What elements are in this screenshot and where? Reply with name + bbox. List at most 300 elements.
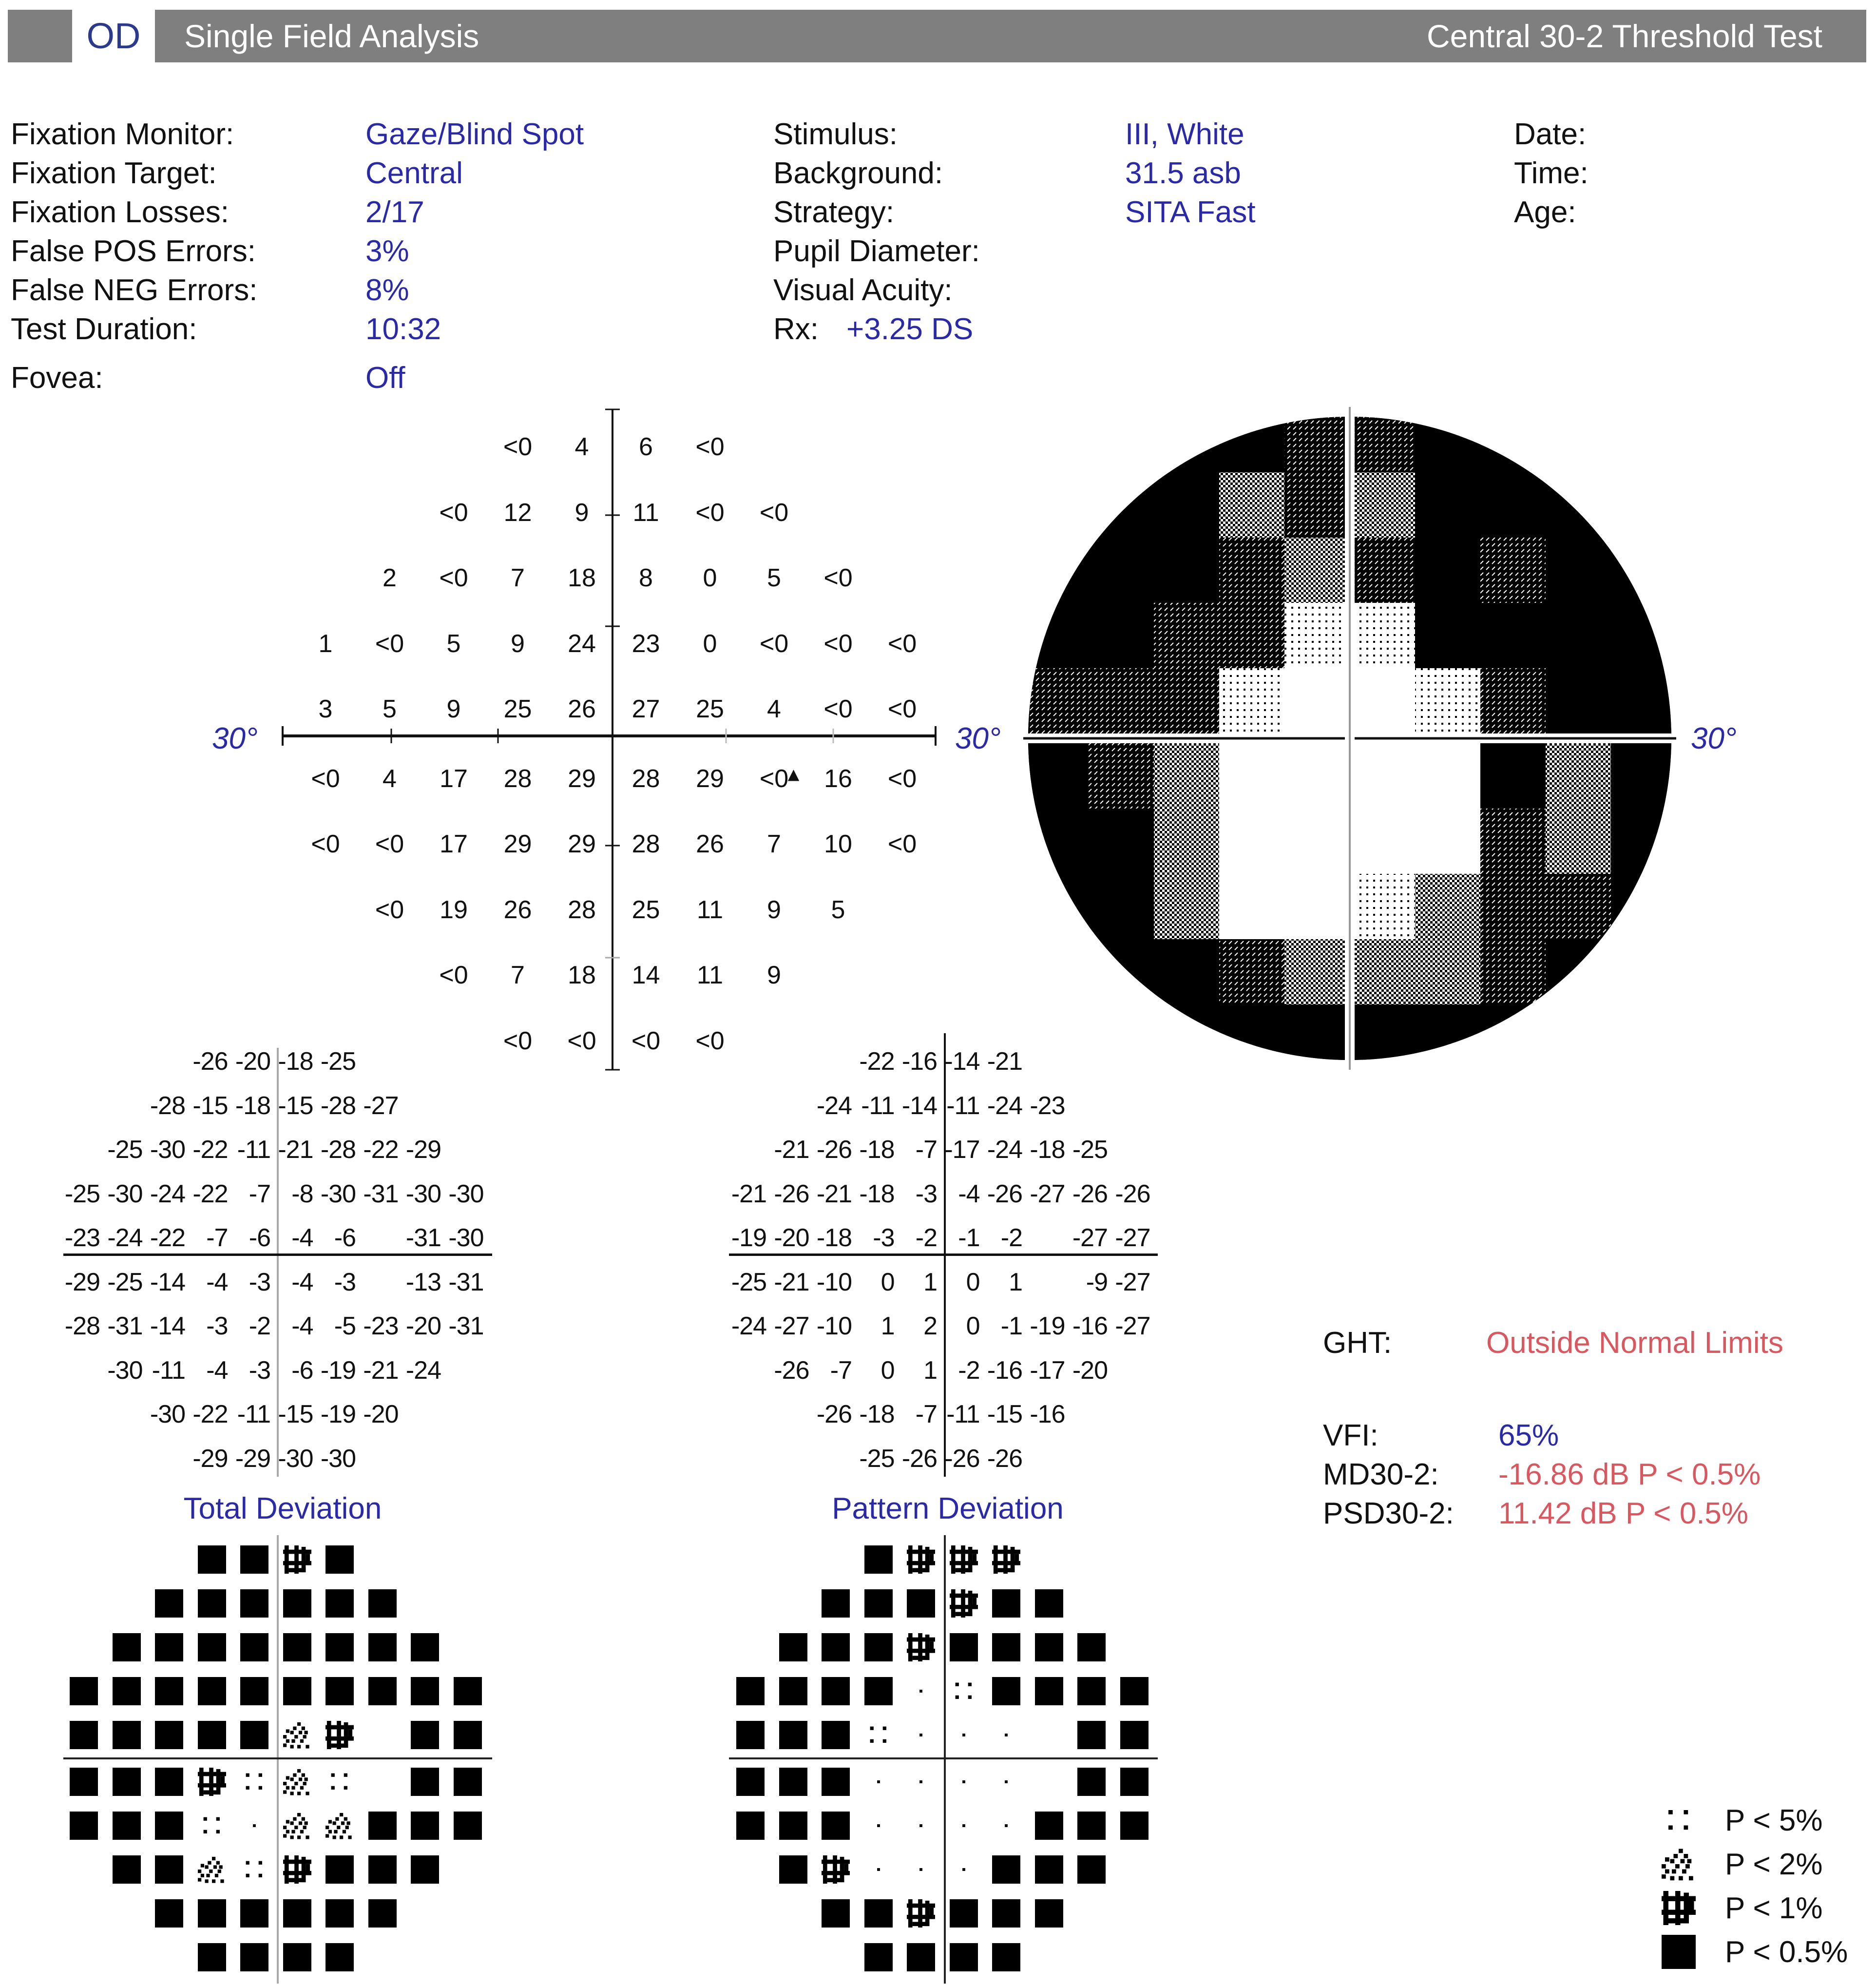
fovea-value: Off xyxy=(365,361,405,395)
deviation-value: -21 xyxy=(278,1136,313,1164)
deviation-value: -29 xyxy=(192,1444,228,1473)
p05-symbol-icon xyxy=(325,1589,354,1618)
deviation-value: -6 xyxy=(334,1224,356,1252)
p05-symbol-icon xyxy=(822,1768,850,1796)
deviation-value: -26 xyxy=(192,1047,228,1076)
deviation-value: -28 xyxy=(320,1136,356,1164)
p05-symbol-icon xyxy=(325,1943,354,1971)
p05-symbol-icon xyxy=(198,1589,226,1618)
deviation-value: -25 xyxy=(1072,1136,1108,1164)
deviation-value: -22 xyxy=(363,1136,399,1164)
info-label: Visual Acuity: xyxy=(773,273,953,307)
deviation-value: -2 xyxy=(249,1312,270,1340)
rx-value: +3.25 DS xyxy=(846,312,974,346)
threshold-value: 18 xyxy=(568,564,596,592)
vfi-value: 65% xyxy=(1498,1419,1559,1452)
deviation-value: -20 xyxy=(1072,1356,1108,1385)
psd-value: 11.42 dB P < 0.5% xyxy=(1498,1497,1749,1530)
threshold-value: <0 xyxy=(759,764,789,793)
deviation-value: -29 xyxy=(405,1136,441,1164)
deviation-value: -18 xyxy=(1030,1136,1065,1164)
deviation-value: -11 xyxy=(237,1400,270,1428)
p1-symbol-icon xyxy=(283,1545,311,1574)
normal-dot-icon xyxy=(864,1768,893,1796)
deviation-value: -26 xyxy=(816,1136,852,1164)
deviation-value: -17 xyxy=(1030,1356,1065,1385)
p05-symbol-icon xyxy=(368,1677,397,1705)
threshold-value: 28 xyxy=(632,830,660,858)
p05-symbol-icon xyxy=(950,1633,978,1661)
p05-symbol-icon xyxy=(283,1589,311,1618)
p5-symbol-icon xyxy=(325,1768,354,1796)
threshold-value: 5 xyxy=(446,629,461,658)
deviation-value: -26 xyxy=(816,1400,852,1428)
info-value: 10:32 xyxy=(365,312,441,346)
threshold-value: <0 xyxy=(503,433,533,461)
psd-label: PSD30-2: xyxy=(1323,1497,1454,1530)
deviation-value: -3 xyxy=(249,1356,270,1385)
p05-symbol-icon xyxy=(1035,1677,1063,1705)
deviation-value: -18 xyxy=(816,1224,852,1252)
deviation-value: -25 xyxy=(320,1047,356,1076)
deviation-value: -3 xyxy=(334,1268,356,1296)
threshold-value: <0 xyxy=(695,1026,725,1055)
p05-symbol-icon xyxy=(1662,1935,1696,1969)
p05-symbol-icon xyxy=(368,1855,397,1884)
threshold-value: 24 xyxy=(568,629,596,658)
threshold-value: <0 xyxy=(823,629,853,658)
p05-symbol-icon xyxy=(411,1768,439,1796)
threshold-value: 9 xyxy=(767,895,781,924)
p05-symbol-icon xyxy=(454,1768,482,1796)
deviation-value: -30 xyxy=(448,1224,484,1252)
deviation-value: -26 xyxy=(944,1444,980,1473)
deviation-value: -17 xyxy=(944,1136,980,1164)
deviation-value: -22 xyxy=(859,1047,895,1076)
deviation-value: -25 xyxy=(64,1179,100,1208)
threshold-value: <0 xyxy=(887,764,917,793)
deviation-value: -27 xyxy=(1115,1312,1150,1340)
normal-dot-icon xyxy=(992,1768,1020,1796)
deviation-value: -7 xyxy=(206,1224,228,1252)
deviation-value: -2 xyxy=(958,1356,980,1385)
threshold-value: <0 xyxy=(759,629,789,658)
threshold-value: 10 xyxy=(824,830,852,858)
info-value: Central xyxy=(365,156,463,190)
p05-symbol-icon xyxy=(864,1899,893,1928)
deviation-value: 0 xyxy=(966,1312,980,1340)
p05-symbol-icon xyxy=(70,1677,98,1705)
threshold-value: 26 xyxy=(696,830,724,858)
normal-dot-icon xyxy=(950,1721,978,1749)
p05-symbol-icon xyxy=(454,1721,482,1749)
pattern-deviation-title: Pattern Deviation xyxy=(832,1492,1064,1525)
p05-symbol-icon xyxy=(1035,1589,1063,1618)
p05-symbol-icon xyxy=(368,1812,397,1840)
p05-symbol-icon xyxy=(411,1633,439,1661)
p05-symbol-icon xyxy=(283,1677,311,1705)
ght-value: Outside Normal Limits xyxy=(1486,1326,1783,1360)
threshold-value: 9 xyxy=(511,629,525,658)
p05-symbol-icon xyxy=(113,1812,141,1840)
p05-symbol-icon xyxy=(155,1768,183,1796)
age-label: Age: xyxy=(1514,195,1576,229)
pdmap-vertical-axis xyxy=(944,1535,946,1984)
p05-symbol-icon xyxy=(70,1768,98,1796)
threshold-value: 3 xyxy=(318,695,333,723)
deviation-value: -26 xyxy=(901,1444,937,1473)
threshold-value: 23 xyxy=(632,629,660,658)
deviation-value: -24 xyxy=(107,1224,143,1252)
threshold-value: 8 xyxy=(639,564,653,592)
threshold-value: <0 xyxy=(375,629,404,658)
deviation-value: -4 xyxy=(291,1268,313,1296)
p05-symbol-icon xyxy=(325,1899,354,1928)
info-label: Background: xyxy=(773,156,943,190)
total-deviation-title: Total Deviation xyxy=(183,1492,382,1525)
p05-symbol-icon xyxy=(822,1589,850,1618)
p05-symbol-icon xyxy=(283,1943,311,1971)
axis-label-left: 30° xyxy=(212,722,258,755)
normal-dot-icon xyxy=(907,1721,935,1749)
p05-symbol-icon xyxy=(1120,1768,1149,1796)
p05-symbol-icon xyxy=(155,1855,183,1884)
p05-symbol-icon xyxy=(779,1633,807,1661)
deviation-value: -24 xyxy=(150,1179,185,1208)
p1-symbol-icon xyxy=(198,1768,226,1796)
deviation-value: -20 xyxy=(405,1312,441,1340)
deviation-value: -3 xyxy=(915,1179,937,1208)
md-label: MD30-2: xyxy=(1323,1458,1439,1491)
deviation-value: -24 xyxy=(816,1091,852,1120)
deviation-value: 0 xyxy=(881,1268,895,1296)
threshold-value: 11 xyxy=(697,961,723,989)
ght-label: GHT: xyxy=(1323,1326,1392,1360)
deviation-value: -14 xyxy=(901,1091,937,1120)
deviation-value: -24 xyxy=(987,1136,1022,1164)
normal-dot-icon xyxy=(950,1812,978,1840)
threshold-value: 9 xyxy=(446,695,461,723)
threshold-value: 5 xyxy=(831,895,845,924)
normal-dot-icon xyxy=(907,1768,935,1796)
info-label: Test Duration: xyxy=(11,312,197,346)
p2-symbol-icon xyxy=(325,1812,354,1840)
threshold-value: 1 xyxy=(318,629,333,658)
deviation-value: 0 xyxy=(966,1268,980,1296)
deviation-value: -28 xyxy=(150,1091,185,1120)
threshold-value: <0 xyxy=(887,830,917,858)
p05-symbol-icon xyxy=(155,1589,183,1618)
pdmap-horizontal-axis xyxy=(729,1757,1158,1759)
threshold-value: 19 xyxy=(440,895,468,924)
info-label: False NEG Errors: xyxy=(11,273,258,307)
threshold-value: 12 xyxy=(503,498,532,527)
deviation-value: -16 xyxy=(1030,1400,1065,1428)
deviation-value: -1 xyxy=(958,1224,980,1252)
p05-symbol-icon xyxy=(240,1899,268,1928)
deviation-value: -24 xyxy=(405,1356,441,1385)
p05-symbol-icon xyxy=(368,1589,397,1618)
threshold-value: 29 xyxy=(503,830,532,858)
p5-symbol-icon xyxy=(950,1677,978,1705)
threshold-value: 17 xyxy=(440,764,468,793)
p05-symbol-icon xyxy=(198,1943,226,1971)
p2-symbol-icon xyxy=(198,1855,226,1884)
p5-symbol-icon xyxy=(240,1768,268,1796)
p05-symbol-icon xyxy=(113,1633,141,1661)
deviation-value: -22 xyxy=(192,1400,228,1428)
p05-symbol-icon xyxy=(155,1812,183,1840)
threshold-value: 0 xyxy=(703,564,717,592)
p1-symbol-icon xyxy=(907,1545,935,1574)
p05-symbol-icon xyxy=(325,1677,354,1705)
threshold-value: <0 xyxy=(631,1026,661,1055)
vfi-label: VFI: xyxy=(1323,1419,1378,1452)
deviation-value: -21 xyxy=(987,1047,1022,1076)
deviation-value: -27 xyxy=(1115,1268,1150,1296)
normal-dot-icon xyxy=(992,1812,1020,1840)
threshold-value: <0 xyxy=(311,830,340,858)
deviation-value: -25 xyxy=(859,1444,895,1473)
threshold-value: 9 xyxy=(574,498,589,527)
deviation-value: -3 xyxy=(249,1268,270,1296)
p05-symbol-icon xyxy=(198,1633,226,1661)
deviation-value: -6 xyxy=(249,1224,270,1252)
deviation-value: -18 xyxy=(859,1400,895,1428)
threshold-value: 26 xyxy=(503,895,532,924)
info-label: Fixation Monitor: xyxy=(11,117,234,151)
threshold-value: 28 xyxy=(568,895,596,924)
deviation-value: -14 xyxy=(150,1312,185,1340)
deviation-value: -14 xyxy=(150,1268,185,1296)
deviation-value: -31 xyxy=(363,1179,399,1208)
p1-symbol-icon xyxy=(992,1545,1020,1574)
p05-symbol-icon xyxy=(240,1545,268,1574)
p1-symbol-icon xyxy=(1662,1891,1696,1925)
deviation-value: -30 xyxy=(150,1136,185,1164)
p05-symbol-icon xyxy=(325,1855,354,1884)
p05-symbol-icon xyxy=(992,1633,1020,1661)
threshold-value: <0 xyxy=(503,1026,533,1055)
p05-symbol-icon xyxy=(822,1899,850,1928)
p05-symbol-icon xyxy=(779,1855,807,1884)
p05-symbol-icon xyxy=(240,1633,268,1661)
deviation-value: -19 xyxy=(731,1224,766,1252)
p05-symbol-icon xyxy=(822,1633,850,1661)
p05-symbol-icon xyxy=(155,1721,183,1749)
deviation-value: -18 xyxy=(859,1136,895,1164)
pd-horizontal-axis xyxy=(729,1253,1158,1256)
deviation-value: -24 xyxy=(731,1312,766,1340)
p05-symbol-icon xyxy=(992,1677,1020,1705)
rx-label: Rx: xyxy=(773,312,819,346)
eye-label: OD xyxy=(86,16,141,56)
normal-dot-icon xyxy=(907,1855,935,1884)
p05-symbol-icon xyxy=(1035,1855,1063,1884)
threshold-value: 6 xyxy=(639,433,653,461)
deviation-value: -27 xyxy=(774,1312,809,1340)
legend-label: P < 0.5% xyxy=(1725,1935,1848,1969)
p05-symbol-icon xyxy=(70,1812,98,1840)
time-label: Time: xyxy=(1514,156,1589,190)
threshold-value: 7 xyxy=(767,830,781,858)
p05-symbol-icon xyxy=(779,1677,807,1705)
p1-symbol-icon xyxy=(283,1855,311,1884)
deviation-value: -31 xyxy=(448,1268,484,1296)
deviation-value: -30 xyxy=(405,1179,441,1208)
threshold-value: 29 xyxy=(568,830,596,858)
p05-symbol-icon xyxy=(736,1721,765,1749)
threshold-value: 29 xyxy=(568,764,596,793)
grayscale-map xyxy=(1023,407,1676,1070)
threshold-value: 0 xyxy=(703,629,717,658)
p05-symbol-icon xyxy=(1077,1768,1106,1796)
deviation-value: 2 xyxy=(923,1312,937,1340)
info-value: 3% xyxy=(365,234,409,268)
deviation-value: -3 xyxy=(206,1312,228,1340)
p05-symbol-icon xyxy=(736,1677,765,1705)
deviation-value: -4 xyxy=(958,1179,980,1208)
p05-symbol-icon xyxy=(1077,1721,1106,1749)
deviation-value: -24 xyxy=(987,1091,1022,1120)
deviation-value: -4 xyxy=(291,1312,313,1340)
threshold-value: 11 xyxy=(632,498,659,527)
p05-symbol-icon xyxy=(411,1855,439,1884)
deviation-value: 0 xyxy=(881,1356,895,1385)
normal-dot-icon xyxy=(950,1855,978,1884)
p05-symbol-icon xyxy=(1120,1721,1149,1749)
deviation-value: -23 xyxy=(363,1312,399,1340)
threshold-value: 26 xyxy=(568,695,596,723)
normal-dot-icon xyxy=(864,1812,893,1840)
deviation-value: -28 xyxy=(320,1091,356,1120)
fovea-label: Fovea: xyxy=(11,361,103,395)
threshold-value: 9 xyxy=(767,961,781,989)
info-value: SITA Fast xyxy=(1125,195,1256,229)
deviation-value: -25 xyxy=(107,1268,143,1296)
threshold-value: 18 xyxy=(568,961,596,989)
threshold-value: 4 xyxy=(767,695,781,723)
deviation-value: -31 xyxy=(107,1312,143,1340)
threshold-value: <0 xyxy=(567,1026,596,1055)
td-horizontal-axis xyxy=(63,1253,492,1256)
p5-symbol-icon xyxy=(864,1721,893,1749)
deviation-value: -30 xyxy=(107,1356,143,1385)
info-label: Pupil Diameter: xyxy=(773,234,980,268)
p05-symbol-icon xyxy=(113,1721,141,1749)
info-label: Fixation Target: xyxy=(11,156,217,190)
deviation-value: -2 xyxy=(915,1224,937,1252)
normal-dot-icon xyxy=(950,1768,978,1796)
p05-symbol-icon xyxy=(283,1633,311,1661)
deviation-value: -26 xyxy=(1115,1179,1150,1208)
deviation-value: -19 xyxy=(320,1356,356,1385)
p05-symbol-icon xyxy=(198,1677,226,1705)
p05-symbol-icon xyxy=(950,1899,978,1928)
deviation-value: -29 xyxy=(64,1268,100,1296)
deviation-value: -25 xyxy=(107,1136,143,1164)
p05-symbol-icon xyxy=(1077,1812,1106,1840)
deviation-value: -16 xyxy=(987,1356,1022,1385)
deviation-value: -19 xyxy=(1030,1312,1065,1340)
info-label: Fixation Losses: xyxy=(11,195,229,229)
deviation-value: 1 xyxy=(923,1268,937,1296)
deviation-value: -21 xyxy=(816,1179,852,1208)
threshold-value: 7 xyxy=(511,564,525,592)
deviation-value: -29 xyxy=(235,1444,270,1473)
threshold-value: <0 xyxy=(439,498,468,527)
p05-symbol-icon xyxy=(864,1633,893,1661)
deviation-value: -30 xyxy=(320,1444,356,1473)
threshold-value: <0 xyxy=(375,895,404,924)
p05-symbol-icon xyxy=(1077,1855,1106,1884)
deviation-value: -15 xyxy=(278,1400,313,1428)
p05-symbol-icon xyxy=(240,1721,268,1749)
deviation-value: -15 xyxy=(987,1400,1022,1428)
p2-symbol-icon xyxy=(283,1768,311,1796)
p2-symbol-icon xyxy=(283,1721,311,1749)
deviation-value: -26 xyxy=(774,1356,809,1385)
p05-symbol-icon xyxy=(454,1677,482,1705)
threshold-value: 14 xyxy=(632,961,660,989)
deviation-value: -4 xyxy=(206,1356,228,1385)
threshold-value: 25 xyxy=(503,695,532,723)
deviation-value: 1 xyxy=(1009,1268,1022,1296)
threshold-value: 25 xyxy=(632,895,660,924)
axis-label-right: 30° xyxy=(955,722,1001,755)
deviation-value: -1 xyxy=(1000,1312,1022,1340)
p1-symbol-icon xyxy=(907,1899,935,1928)
report-title: Single Field Analysis xyxy=(184,18,479,54)
deviation-value: -21 xyxy=(774,1136,809,1164)
threshold-value: 29 xyxy=(696,764,724,793)
threshold-value: <0 xyxy=(439,564,468,592)
p05-symbol-icon xyxy=(822,1677,850,1705)
info-label: Strategy: xyxy=(773,195,895,229)
p05-symbol-icon xyxy=(454,1812,482,1840)
p05-symbol-icon xyxy=(113,1768,141,1796)
deviation-value: -14 xyxy=(944,1047,980,1076)
deviation-value: -26 xyxy=(987,1444,1022,1473)
threshold-value: <0 xyxy=(375,830,404,858)
deviation-value: -7 xyxy=(915,1136,937,1164)
deviation-value: -30 xyxy=(320,1179,356,1208)
p05-symbol-icon xyxy=(736,1768,765,1796)
deviation-value: -27 xyxy=(1115,1224,1150,1252)
threshold-value: 27 xyxy=(632,695,660,723)
p05-symbol-icon xyxy=(1120,1812,1149,1840)
date-label: Date: xyxy=(1514,117,1587,151)
tdmap-horizontal-axis xyxy=(63,1757,492,1759)
deviation-value: -16 xyxy=(1072,1312,1108,1340)
p05-symbol-icon xyxy=(1035,1633,1063,1661)
threshold-value: 4 xyxy=(574,433,589,461)
deviation-value: -13 xyxy=(405,1268,441,1296)
p05-symbol-icon xyxy=(736,1812,765,1840)
normal-dot-icon xyxy=(907,1812,935,1840)
info-value: Gaze/Blind Spot xyxy=(365,117,584,151)
deviation-value: -20 xyxy=(774,1224,809,1252)
threshold-value: 17 xyxy=(440,830,468,858)
p05-symbol-icon xyxy=(992,1589,1020,1618)
md-value: -16.86 dB P < 0.5% xyxy=(1498,1458,1761,1491)
p05-symbol-icon xyxy=(1035,1812,1063,1840)
threshold-value: 4 xyxy=(383,764,397,793)
p05-symbol-icon xyxy=(411,1721,439,1749)
p05-symbol-icon xyxy=(992,1899,1020,1928)
p05-symbol-icon xyxy=(411,1677,439,1705)
test-name: Central 30-2 Threshold Test xyxy=(1426,18,1822,54)
